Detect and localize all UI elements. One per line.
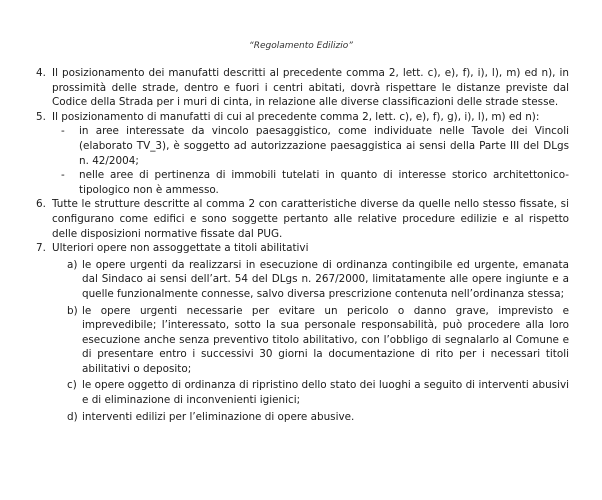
bullet-item (52, 124, 569, 168)
bullet-text: nelle aree di pertinenza di immobili tutelati in quanto di interesse storico architettonico-tipologico non è ammesso. (79, 169, 569, 196)
letter-mark: b) (67, 304, 78, 317)
paragraph-4 (36, 66, 569, 110)
letter-text: le opere oggetto di ordinanza di ripristino dello stato dei luoghi a seguito di interventi abusivi e di eliminazione di inconvenienti igienici; (82, 379, 569, 407)
paragraph-text: Il posizionamento dei manufatti descritti al precedente comma 2, lett. c), e), f), i), l), m) ed n), in prossimità delle strade, dentro e fuori i centri abitati, dovrà rispettare le distanze previste dal Codice della Strada per i muri di cinta, in relazione alle diverse classificazioni delle strade stesse. (52, 67, 569, 109)
paragraph-text: Ulteriori opere non assoggettate a titoli abilitativi (52, 242, 309, 255)
letter-text: le opere urgenti da realizzarsi in esecuzione di ordinanza contingibile ed urgente, emanata dal Sindaco ai sensi dell’art. 54 del DLgs n. 267/2000, limitatamente alle opere ingiunte e a quelle funzionalmente connesse, salvo diversa prescrizione contenuta nell’ordinanza stessa; (82, 258, 569, 300)
paragraph-7 (36, 241, 569, 424)
letter-mark: a) (67, 258, 78, 271)
lettered-item-d (52, 410, 569, 425)
paragraph-5 (36, 110, 569, 198)
bullet-mark: - (61, 125, 65, 138)
lettered-item-a (52, 258, 569, 302)
running-header: “Regolamento Edilizio” (249, 41, 353, 51)
paragraph-number: 6. (36, 198, 46, 211)
paragraph-number: 4. (36, 67, 46, 79)
letter-mark: c) (67, 379, 77, 392)
letter-mark: d) (67, 410, 78, 423)
paragraph-text: Tutte le strutture descritte al comma 2 con caratteristiche diverse da quelle nello stesso fissate, si configurano come edifici e sono soggette pertanto alle relative procedure edilizie e al rispetto delle disposizioni normative fissate dal PUG. (52, 198, 569, 240)
bullet-text: in aree interessate da vincolo paesaggistico, come individuate nelle Tavole dei Vincoli (elaborato TV_3), è soggetto ad autorizzazione paesaggistica ai sensi della Parte III del DLgs n. 42/2004; (79, 125, 569, 167)
document-body (36, 66, 569, 424)
paragraph-number: 7. (36, 242, 46, 255)
bullet-mark: - (61, 169, 65, 182)
paragraph-text: Il posizionamento di manufatti di cui al precedente comma 2, lett. c), e), f), g), i), l), m) ed n): (52, 110, 540, 123)
paragraph-number: 5. (36, 110, 46, 123)
paragraph-6 (36, 197, 569, 241)
lettered-item-b (52, 304, 569, 377)
letter-text: interventi edilizi per l’eliminazione di opere abusive. (82, 410, 355, 423)
lettered-item-c (52, 378, 569, 407)
bullet-item (52, 168, 569, 197)
letter-text: le opere urgenti necessarie per evitare un pericolo o danno grave, imprevisto e imprevedibile; l’interessato, sotto la sua personale responsabilità, può procedere alla loro esecuzione anche senza preventivo titolo abilitativo, con l’obbligo di segnalarlo al Comune e di presentare entro i successivi 30 giorni la documentazione di rito per i necessari titoli abilitativi o deposito; (82, 304, 569, 375)
